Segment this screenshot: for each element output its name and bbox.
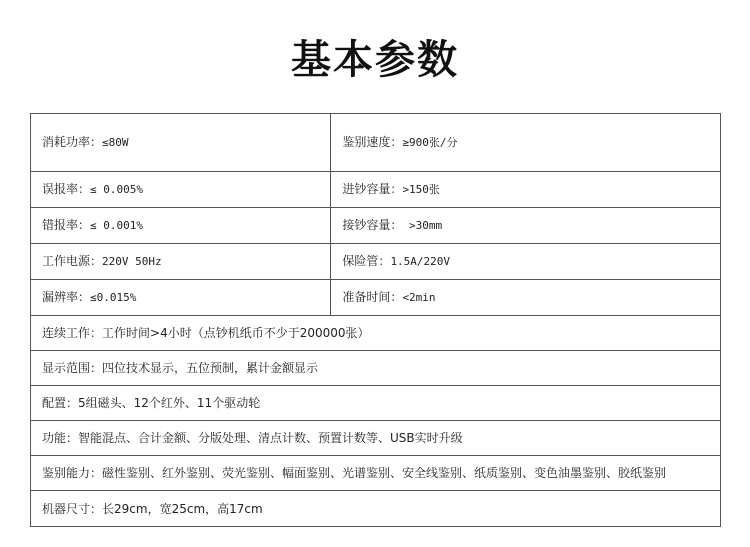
spec-label: 功能： [42, 431, 79, 445]
spec-label: 保险管： [342, 254, 391, 268]
table-row [31, 280, 721, 316]
spec-value: 5组磁头、12个红外、11个驱动轮 [78, 396, 261, 410]
spec-value: >30mm [402, 219, 443, 232]
spec-value: <2min [402, 291, 436, 304]
spec-cell-stacker-capacity [331, 208, 721, 244]
spec-label: 配置： [42, 396, 79, 410]
spec-value: 四位技术显示，五位预制，累计金额显示 [102, 361, 319, 375]
spec-value: >150张 [402, 183, 440, 196]
spec-value: ≤80W [102, 136, 129, 149]
spec-label: 消耗功率： [42, 135, 103, 149]
table-row [31, 114, 721, 172]
spec-cell-speed [331, 114, 721, 172]
spec-value: 长29cm，宽25cm，高17cm [102, 501, 263, 516]
spec-label: 接钞容量： [342, 218, 403, 232]
spec-cell-display-range [31, 351, 721, 386]
spec-label: 连续工作： [42, 326, 103, 340]
spec-cell-dimensions [31, 491, 721, 527]
spec-value: ≤ 0.001% [90, 219, 143, 232]
spec-cell-configuration [31, 386, 721, 421]
spec-label: 鉴别能力： [42, 466, 103, 480]
spec-label: 机器尺寸： [42, 501, 103, 516]
spec-label: 进钞容量： [342, 182, 403, 196]
table-row [31, 316, 721, 351]
spec-cell-miss-rate [31, 280, 331, 316]
table-row [31, 208, 721, 244]
spec-cell-continuous-work [31, 316, 721, 351]
spec-cell-fuse [331, 244, 721, 280]
table-row [31, 456, 721, 491]
spec-table [30, 113, 721, 527]
table-row [31, 421, 721, 456]
spec-value: 磁性鉴别、红外鉴别、荧光鉴别、幅面鉴别、光谱鉴别、安全线鉴别、纸质鉴别、变色油墨鉴别、胶纸鉴别 [102, 466, 667, 480]
table-row [31, 386, 721, 421]
spec-value: ≥900张/分 [402, 136, 458, 149]
spec-cell-warmup-time [331, 280, 721, 316]
spec-label: 显示范围： [42, 361, 103, 375]
spec-label: 工作电源： [42, 254, 103, 268]
spec-label: 准备时间： [342, 290, 403, 304]
spec-cell-error-rate [31, 208, 331, 244]
spec-value: 1.5A/220V [390, 255, 451, 268]
page-title: 基本参数 [291, 37, 459, 83]
spec-label: 错报率： [42, 218, 91, 232]
spec-cell-functions [31, 421, 721, 456]
spec-label: 鉴别速度： [342, 135, 403, 149]
table-row [31, 244, 721, 280]
spec-label: 漏辨率： [42, 290, 91, 304]
spec-cell-hopper-capacity [331, 172, 721, 208]
spec-value: ≤0.015% [90, 291, 137, 304]
spec-label: 误报率： [42, 182, 91, 196]
spec-value: 220V 50Hz [102, 255, 162, 268]
spec-value: 工作时间>4小时（点钞机纸币不少于200000张） [102, 326, 370, 340]
spec-cell-power-supply [31, 244, 331, 280]
spec-cell-power [31, 114, 331, 172]
spec-cell-false-alarm-rate [31, 172, 331, 208]
table-row [31, 351, 721, 386]
spec-value: 智能混点、合计金额、分版处理、清点计数、预置计数等、USB实时升级 [78, 431, 463, 445]
table-row [31, 172, 721, 208]
spec-cell-detection-capability [31, 456, 721, 491]
table-row [31, 491, 721, 527]
spec-value: ≤ 0.005% [90, 183, 143, 196]
